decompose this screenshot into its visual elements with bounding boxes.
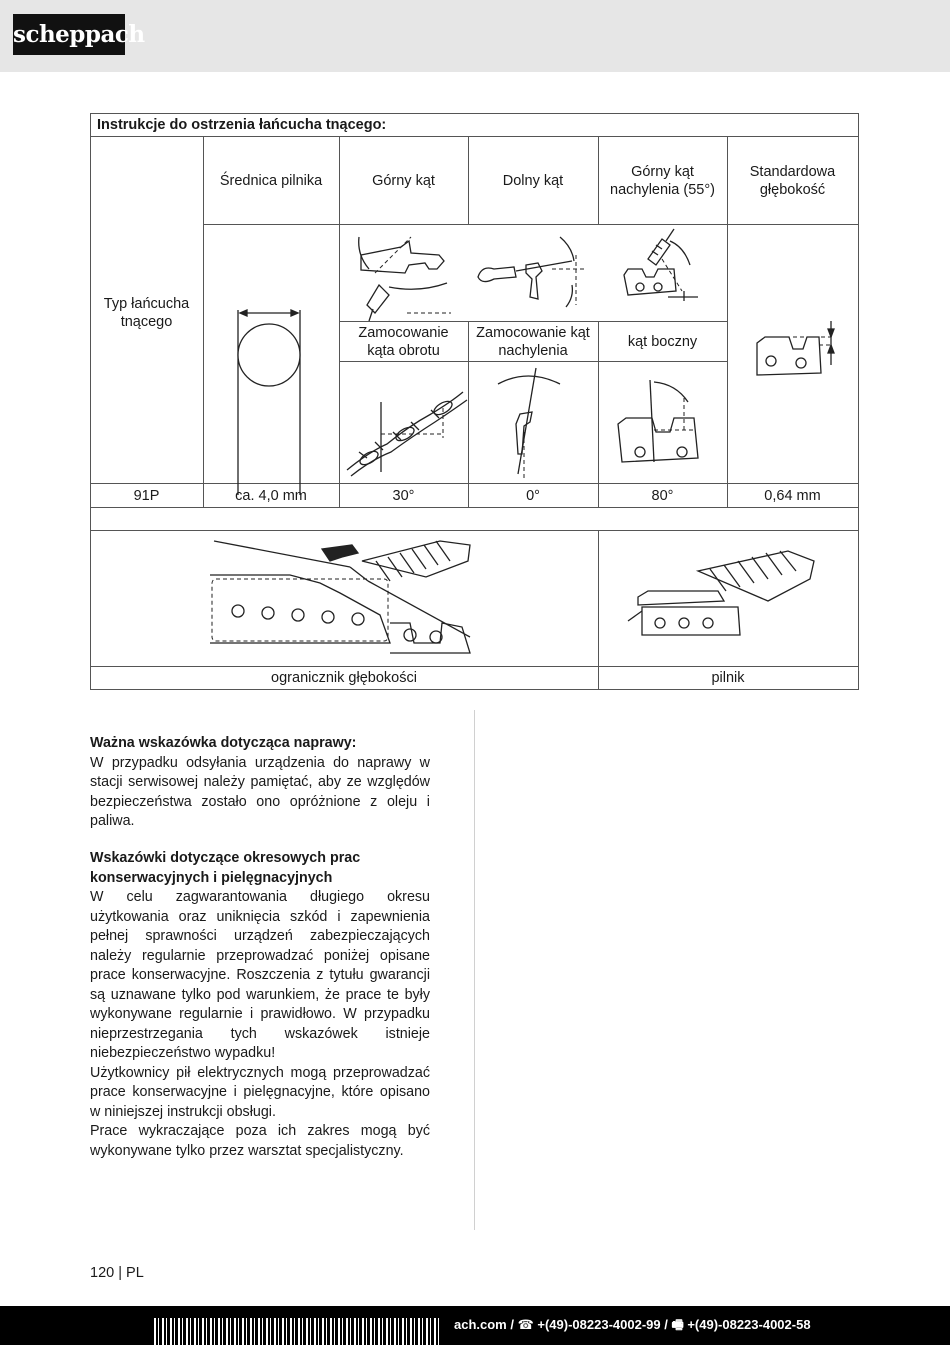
column-divider <box>474 710 475 1230</box>
footer-bar <box>0 1306 950 1345</box>
label-depth-gauge: ogranicznik głębokości <box>271 670 417 686</box>
label-tilt-angle-mount: Zamocowanie kąt nachylenia <box>476 324 590 359</box>
value-top-angle: 30° <box>392 487 415 504</box>
header-standard-depth: Standardowa głębokość <box>749 163 836 198</box>
standard-depth-illustration <box>727 225 858 483</box>
tilt-angle-illustration <box>598 225 727 321</box>
label-file: pilnik <box>711 670 745 686</box>
value-chain-type: 91P <box>133 487 160 504</box>
maintenance-paragraph-3: Prace wykraczające poza ich zakres mogą być wykonywane tylko przez warsztat specjalistyczny. <box>90 1123 430 1159</box>
rotation-mount-illustration <box>339 362 468 483</box>
side-angle-illustration <box>598 362 727 483</box>
table-title: Instrukcje do ostrzenia łańcucha tnącego: <box>97 117 387 133</box>
maintenance-heading: Wskazówki dotyczące okresowych prac konserwacyjnych i pielęgnacyjnych <box>90 850 361 886</box>
tilt-mount-illustration <box>468 362 598 483</box>
maintenance-section <box>90 849 430 1161</box>
repair-notice-section <box>90 734 430 832</box>
header-file-diameter: Średnica pilnika <box>219 172 323 189</box>
value-bottom-angle: 0° <box>526 487 540 504</box>
value-standard-depth: 0,64 mm <box>764 487 821 504</box>
header-top-angle: Górny kąt <box>372 172 435 189</box>
bottom-angle-illustration <box>468 225 598 321</box>
top-angle-illustration <box>339 225 468 321</box>
maintenance-paragraph-1: W celu zagwarantowania długiego okresu użytkowania oraz uniknięcia szkód i zapewnienia pełnej sprawności urządzeń zabezpieczających należy regularnie przeprowadzać poniżej opisane prace konserwacyjne. Roszczenia z tytułu gwarancji są uznawane tylko pod warunkiem, że prace te były wykonywane regularnie i prawidłowo. W przypadku nieprzestrzegania tych wskazówek istnieje niebezpieczeństwo wypadku! <box>90 889 430 1061</box>
label-side-angle: kąt boczny <box>627 333 698 350</box>
barcode-overlay <box>154 1318 440 1345</box>
file-position-illustration <box>598 531 858 666</box>
repair-notice-heading: Ważna wskazówka dotycząca naprawy: <box>90 735 357 751</box>
sharpening-table <box>90 113 859 690</box>
header-top-tilt-angle: Górny kąt nachylenia (55°) <box>610 163 715 198</box>
maintenance-paragraph-2: Użytkownicy pił elektrycznych mogą przeprowadzać prace konserwacyjne i pielęgnacyjne, które opisano w niniejszej instrukcji obsługi. <box>90 1064 430 1120</box>
header-bottom-angle: Dolny kąt <box>502 172 564 189</box>
repair-notice-text: W przypadku odsyłania urządzenia do naprawy w stacji serwisowej należy pamiętać, aby ze względów bezpieczeństwa zostało ono opróżnione z oleju i paliwa. <box>90 754 430 829</box>
brand-logo: scheppach <box>13 14 125 55</box>
label-rotation-angle-mount: Zamocowanie kąta obrotu <box>358 324 449 359</box>
header-bar <box>0 0 950 72</box>
footer-contact: ach.com / ☎ +(49)-08223-4002-99 / 🖷 +(49)-08223-4002-58 <box>454 1317 811 1332</box>
value-file-diameter: ca. 4,0 mm <box>235 487 307 504</box>
page-number: 120 | PL <box>90 1265 144 1281</box>
row-label-chain-type: Typ łańcucha tnącego <box>103 296 190 330</box>
depth-gauge-illustration <box>90 531 598 666</box>
file-diameter-illustration <box>203 225 339 483</box>
value-tilt-angle: 80° <box>651 487 674 504</box>
